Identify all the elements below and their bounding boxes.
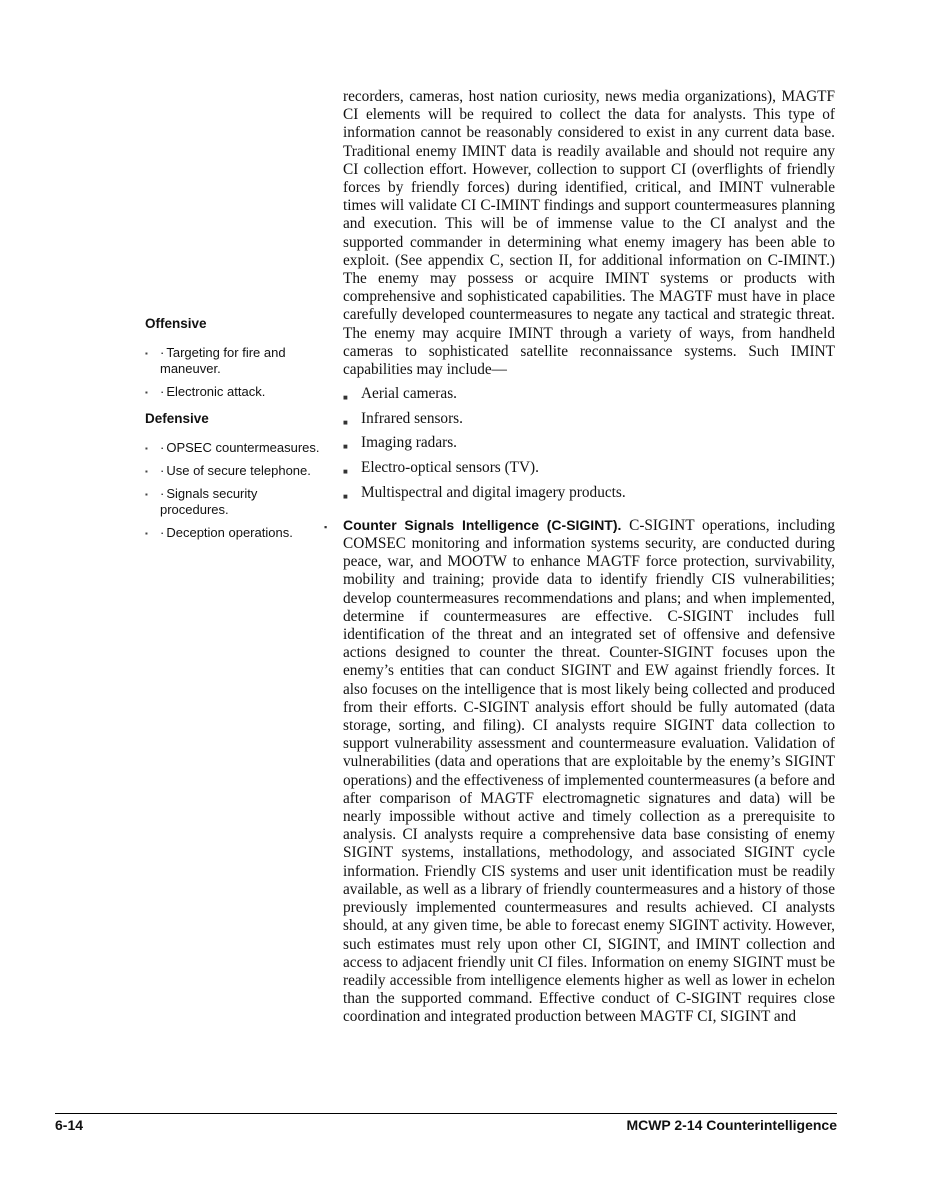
sidebar-heading-offensive: Offensive [145, 316, 207, 331]
bullet-icon: ■ [343, 491, 348, 501]
imint-capabilities-list [343, 385, 835, 502]
list-item: ▪ · Signals security procedures. [145, 486, 258, 517]
bullet-icon: ■ [343, 393, 348, 403]
intro-paragraph: recorders, cameras, host nation curiosity, news media organizations), MAGTF CI elements will be required to collect the data for analysts. This type of information cannot be reasonably considered to exist in any current data base. Traditional enemy IMINT data is readily available and should not require any CI collection effort. However, collection to support CI (overflights of friendly forces by friendly forces) during identified, critical, and IMINT vulnerable times will validate CI C-IMINT findings and support countermeasures planning and execution. This will be of immense value to the CI analyst and the supported commander in determining what enemy imagery has been able to exploit. (See appendix C, section II, for additional information on C-IMINT.) The enemy may possess or acquire IMINT systems or products with comprehensive and sophisticated capabilities. The MAGTF must have in place carefully developed countermeasures to negate any tactical and strategic threat. The enemy may acquire IMINT through a variety of ways, from handheld cameras to sophisticated satellite reconnaissance systems. Such IMINT capabilities may include— [343, 88, 835, 379]
list-item: ▪ · OPSEC countermeasures. [145, 440, 320, 455]
section-body: C-SIGINT operations, including COMSEC monitoring and information systems security, are conducted during peace, war, and MOOTW to enhance MAGTF force protection, survivability, mobility and training; provide data to identify friendly CIS vulnerabilities; develop countermeasures recommendations and plans; and when implemented, determine if countermeasures are effective. C-SIGINT includes full identification of the threat and an integrated set of offensive and defensive actions designed to counter the threat. Counter-SIGINT focuses upon the enemy’s entities that can conduct SIGINT and EW against friendly forces. It also focuses on the intelligence that is most likely being collected and produced from their efforts. C-SIGINT analysis effort should be fully automated (data storage, sorting, and filing). CI analysts require SIGINT data collection to support vulnerability assessment and countermeasure evaluation. Validation of vulnerabilities (data and operations that are exploitable by the enemy’s SIGINT operations) and the effectiveness of implemented countermeasures (a before and after comparison of MAGTF electromagnetic signatures and data) will be nearly impossible without active and timely collection as a prerequisite to analysis. CI analysts require a comprehensive data base consisting of enemy SIGINT systems, installations, methodology, and associated SIGINT cycle information. Friendly CIS systems and user unit identification must be readily available, as well as a library of friendly countermeasures and a history of those previously implemented countermeasures and results achieved. CI analysts should, at any given time, be able to forecast enemy SIGINT activity. However, such estimates must rely upon other CI, SIGINT, and IMINT collection and access to adjacent friendly unit CI files. Information on enemy SIGINT must be readily accessible from intelligence elements higher as well as lower in echelon than the supported command. Effective conduct of C-SIGINT requires close coordination and integrated production between MAGTF CI, SIGINT and [343, 516, 835, 1026]
bullet-icon: ■ [343, 442, 348, 452]
page-number: 6-14 [55, 1117, 84, 1133]
list-item: ▪ · Electronic attack. [145, 384, 266, 399]
list-item: ▪ · Deception operations. [145, 525, 293, 540]
bullet-icon: ■ [343, 467, 348, 477]
defensive-list [145, 440, 320, 541]
offensive-list [145, 345, 320, 400]
publication-title: MCWP 2-14 Counterintelligence [626, 1117, 837, 1133]
sidebar-heading-defensive: Defensive [145, 411, 209, 426]
list-item: ▪ · Targeting for fire and maneuver. [145, 345, 286, 376]
footer-divider [55, 1113, 837, 1114]
list-item: ■ Multispectral and digital imagery products. [343, 484, 835, 502]
section-heading: Counter Signals Intelligence (C-SIGINT). [343, 516, 622, 533]
bullet-icon: ▪ [145, 444, 148, 453]
bullet-icon: ▪ [145, 529, 148, 538]
list-item: ■ Infrared sensors. [343, 410, 835, 428]
bullet-icon: ▪ [145, 490, 148, 499]
bullet-icon: ▪ [145, 388, 148, 397]
list-item: ■ Electro-optical sensors (TV). [343, 459, 835, 477]
bullet-icon: ▪ [145, 349, 148, 358]
bullet-icon: ■ [343, 417, 348, 427]
sidebar-notes [145, 316, 320, 552]
section-marker-icon: ▪ [324, 521, 328, 532]
list-item: ■ Imaging radars. [343, 434, 835, 452]
c-sigint-paragraph [343, 516, 835, 1027]
c-sigint-section [324, 516, 835, 1027]
list-item: ■ Aerial cameras. [343, 385, 835, 403]
list-item: ▪ · Use of secure telephone. [145, 463, 311, 478]
main-text-column [324, 88, 835, 1027]
bullet-icon: ▪ [145, 467, 148, 476]
